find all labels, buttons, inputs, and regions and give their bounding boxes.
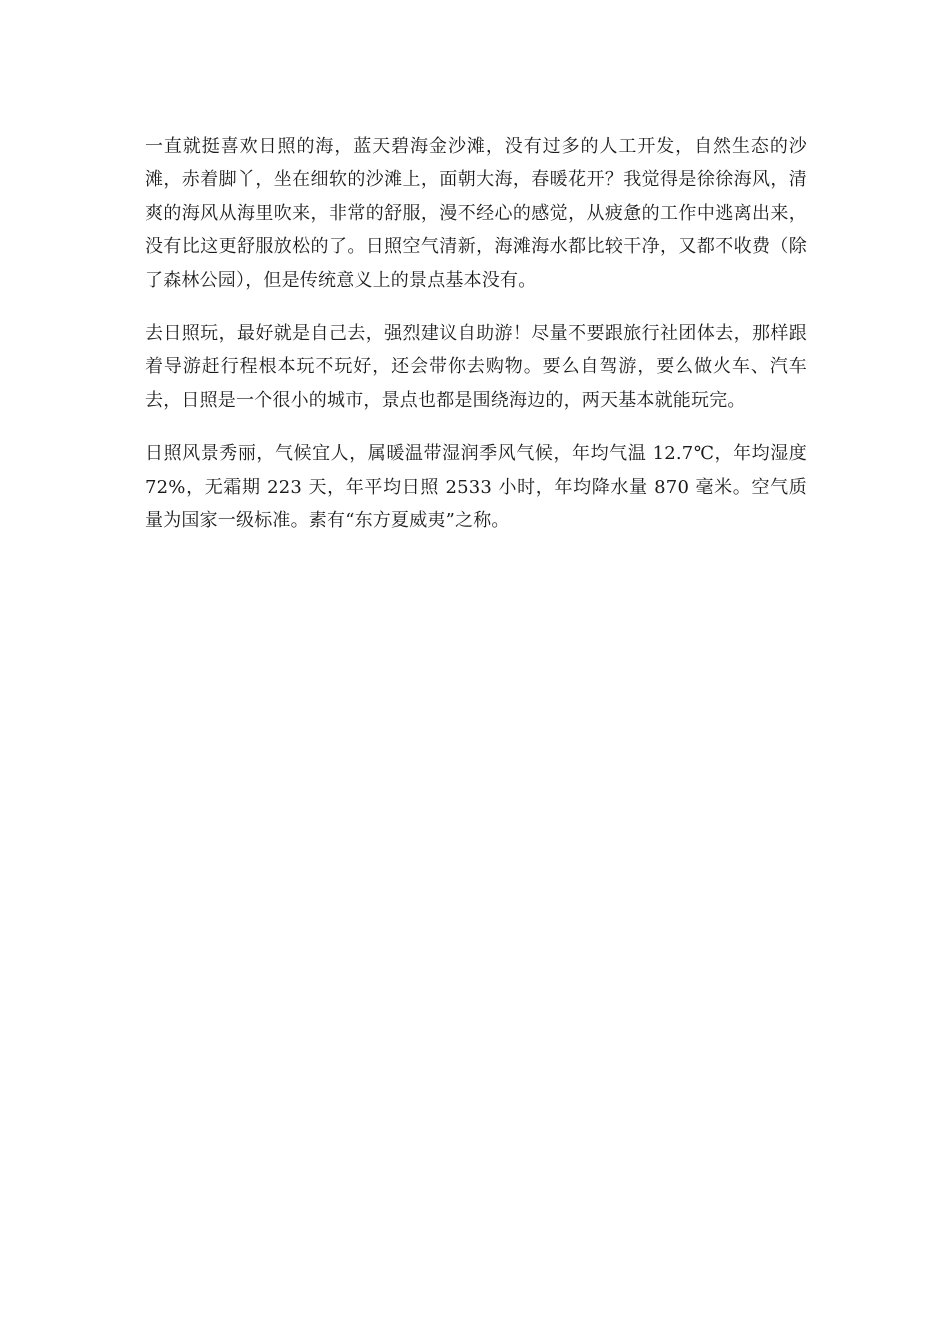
paragraph-travel-advice: 去日照玩，最好就是自己去，强烈建议自助游！尽量不要跟旅行社团体去，那样跟着导游赶行程根本玩不玩好，还会带你去购物。要么自驾游，要么做火车、汽车去，日照是一个很小的城市，景点也都是围绕海边的，两天基本就能玩完。	[145, 323, 807, 411]
paragraph-intro: 一直就挺喜欢日照的海，蓝天碧海金沙滩，没有过多的人工开发，自然生态的沙滩，赤着脚丫，坐在细软的沙滩上，面朝大海，春暖花开？我觉得是徐徐海风，清爽的海风从海里吹来，非常的舒服，漫不经心的感觉，从疲惫的工作中逃离出来，没有比这更舒服放松的了。日照空气清新，海滩海水都比较干净，又都不收费（除了森林公园），但是传统意义上的景点基本没有。	[145, 136, 807, 291]
document-body	[145, 130, 807, 557]
paragraph-climate: 日照风景秀丽，气候宜人，属暖温带湿润季风气候，年均气温 12.7℃，年均湿度 72%，无霜期 223 天，年平均日照 2533 小时，年均降水量 870 毫米。空气质量为国家一级标准。素有“东方夏威夷”之称。	[145, 443, 807, 532]
